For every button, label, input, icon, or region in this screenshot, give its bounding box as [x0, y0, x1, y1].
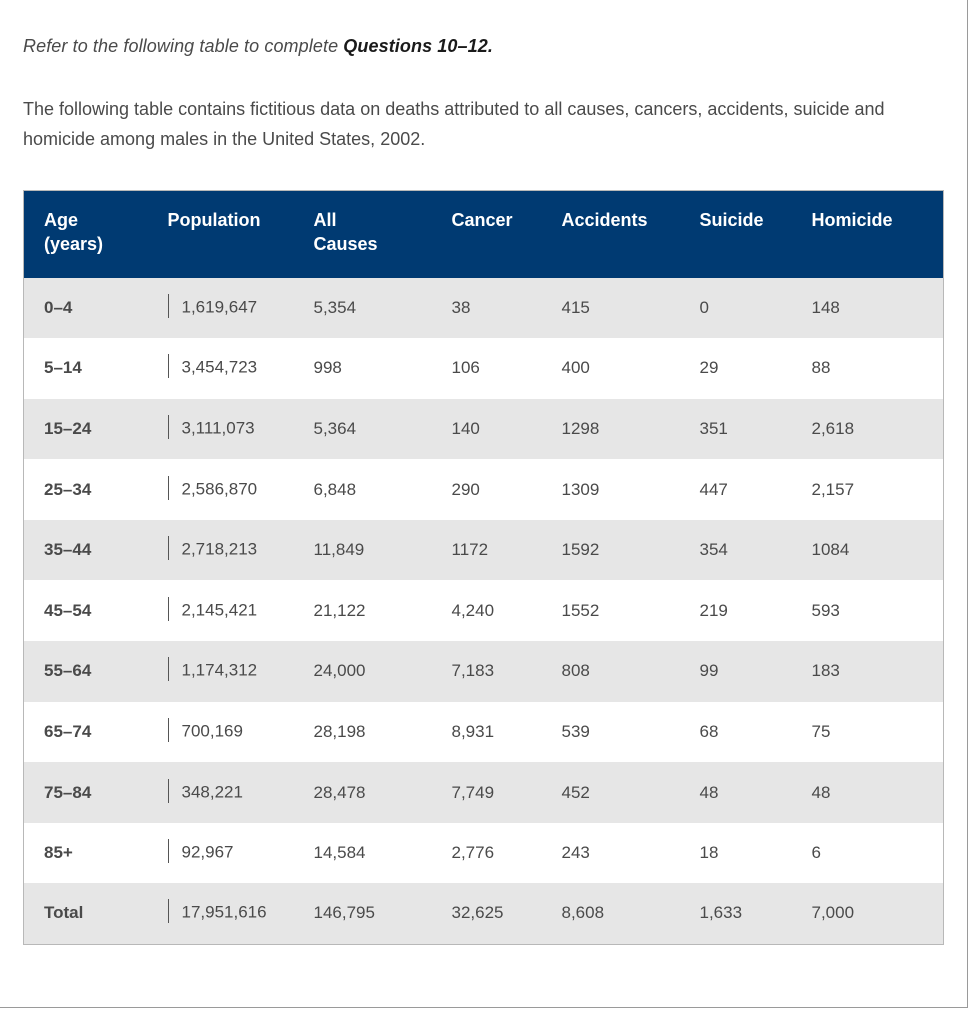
- cell-divider: [168, 839, 169, 863]
- cell-accidents: [562, 399, 700, 460]
- cell-cancer: [452, 580, 562, 641]
- header-population: [168, 191, 314, 278]
- cell-value: 6,848: [313, 479, 357, 499]
- cell-value: 35–44: [44, 540, 92, 560]
- cell-age: [24, 520, 168, 581]
- cell-value: 146,795: [313, 903, 375, 923]
- cell-population: [168, 580, 314, 641]
- cell-divider: [168, 779, 169, 803]
- cell-suicide: [700, 702, 812, 763]
- cell-population: [168, 459, 314, 520]
- cell-homicide: [812, 399, 944, 460]
- intro-prefix: Refer to the following table to complete: [23, 36, 344, 56]
- cell-value: 1,619,647: [181, 297, 258, 317]
- cell-value: 4,240: [451, 600, 495, 620]
- cell-value: 48: [699, 782, 719, 802]
- cell-value: 2,157: [811, 479, 855, 499]
- cell-value: 65–74: [44, 721, 92, 741]
- header-population-line: Population: [167, 210, 261, 230]
- cell-value: 32,625: [451, 903, 504, 923]
- cell-suicide: [700, 580, 812, 641]
- table-row: [24, 580, 944, 641]
- cell-value: 2,145,421: [181, 600, 258, 620]
- cell-value: 5,354: [313, 297, 357, 317]
- cell-cancer: [452, 702, 562, 763]
- cell-cancer: [452, 883, 562, 944]
- cell-value: 7,183: [451, 661, 495, 681]
- cell-value: 1592: [561, 540, 600, 560]
- table-row: [24, 702, 944, 763]
- cell-value: 183: [811, 661, 840, 681]
- cell-value: 354: [699, 540, 728, 560]
- cell-value: 1552: [561, 600, 600, 620]
- cell-suicide: [700, 338, 812, 399]
- cell-homicide: [812, 762, 944, 823]
- table-row: [24, 399, 944, 460]
- cell-value: 106: [451, 358, 480, 378]
- table-row: [24, 641, 944, 702]
- header-accidents-line: Accidents: [561, 210, 648, 230]
- cell-age: [24, 338, 168, 399]
- cell-age: [24, 641, 168, 702]
- table-row: [24, 520, 944, 581]
- cell-value: 351: [699, 418, 728, 438]
- cell-divider: [168, 415, 169, 439]
- header-age: [24, 191, 168, 278]
- cell-population: [168, 823, 314, 884]
- cell-accidents: [562, 580, 700, 641]
- cell-accidents: [562, 883, 700, 944]
- cell-value: 400: [561, 358, 590, 378]
- cell-value: 38: [451, 297, 471, 317]
- cell-cancer: [452, 399, 562, 460]
- cell-homicide: [812, 278, 944, 339]
- cell-suicide: [700, 762, 812, 823]
- cell-value: 219: [699, 600, 728, 620]
- cell-value: 452: [561, 782, 590, 802]
- table-row: [24, 823, 944, 884]
- cell-value: 6: [811, 843, 821, 863]
- header-age-line: Age: [44, 210, 79, 230]
- cell-homicide: [812, 520, 944, 581]
- cell-all-causes: [314, 883, 452, 944]
- cell-accidents: [562, 338, 700, 399]
- cell-value: 29: [699, 358, 719, 378]
- cell-value: 243: [561, 843, 590, 863]
- cell-value: 75: [811, 721, 831, 741]
- cell-value: 48: [811, 782, 831, 802]
- header-suicide: [700, 191, 812, 278]
- cell-population: [168, 338, 314, 399]
- cell-cancer: [452, 520, 562, 581]
- cell-accidents: [562, 520, 700, 581]
- header-row: [24, 191, 944, 278]
- cell-accidents: [562, 823, 700, 884]
- cell-all-causes: [314, 702, 452, 763]
- cell-cancer: [452, 641, 562, 702]
- cell-value: 55–64: [44, 661, 92, 681]
- cell-age: [24, 580, 168, 641]
- cell-value: 0–4: [44, 297, 73, 317]
- cell-age: [24, 278, 168, 339]
- intro-text: [23, 36, 493, 57]
- cell-value: 1172: [451, 540, 489, 560]
- cell-all-causes: [314, 641, 452, 702]
- cell-age: [24, 823, 168, 884]
- cell-homicide: [812, 338, 944, 399]
- cell-value: 2,586,870: [181, 479, 258, 499]
- cell-divider: [168, 899, 169, 923]
- intro-questions: Questions 10–12.: [343, 36, 493, 56]
- cell-value: 1309: [561, 479, 600, 499]
- cell-suicide: [700, 278, 812, 339]
- cell-divider: [168, 476, 169, 500]
- cell-all-causes: [314, 823, 452, 884]
- cell-value: Total: [44, 903, 84, 923]
- cell-homicide: [812, 702, 944, 763]
- cell-value: 700,169: [181, 721, 243, 741]
- cell-value: 7,000: [811, 903, 855, 923]
- header-cancer: [452, 191, 562, 278]
- cell-cancer: [452, 278, 562, 339]
- cell-value: 1298: [561, 418, 600, 438]
- cell-divider: [168, 718, 169, 742]
- cell-value: 1,633: [699, 903, 743, 923]
- header-accidents: [562, 191, 700, 278]
- cell-value: 148: [811, 297, 840, 317]
- cell-value: 415: [561, 297, 590, 317]
- cell-value: 85+: [44, 843, 73, 863]
- cell-all-causes: [314, 459, 452, 520]
- cell-age: [24, 762, 168, 823]
- cell-value: 24,000: [313, 661, 366, 681]
- cell-value: 28,198: [313, 721, 366, 741]
- cell-value: 14,584: [313, 843, 366, 863]
- cell-homicide: [812, 459, 944, 520]
- cell-population: [168, 641, 314, 702]
- cell-value: 15–24: [44, 418, 92, 438]
- cell-population: [168, 520, 314, 581]
- table-description: The following table contains fictitious data on deaths attributed to all causes, cancers, accidents, suicide and homicide among males in the United States, 2002.: [23, 99, 885, 149]
- cell-age: [24, 399, 168, 460]
- cell-divider: [168, 354, 169, 378]
- cell-value: 3,454,723: [181, 357, 258, 377]
- cell-value: 3,111,073: [181, 418, 255, 438]
- cell-suicide: [700, 520, 812, 581]
- cell-value: 593: [811, 600, 840, 620]
- cell-value: 998: [313, 358, 342, 378]
- header-cancer-line: Cancer: [451, 210, 513, 230]
- cell-population: [168, 278, 314, 339]
- cell-cancer: [452, 823, 562, 884]
- cell-all-causes: [314, 580, 452, 641]
- cell-value: 68: [699, 721, 719, 741]
- cell-suicide: [700, 641, 812, 702]
- table-row: [24, 278, 944, 339]
- cell-value: 21,122: [313, 600, 366, 620]
- cell-divider: [168, 597, 169, 621]
- cell-cancer: [452, 762, 562, 823]
- cell-homicide: [812, 580, 944, 641]
- cell-suicide: [700, 823, 812, 884]
- cell-population: [168, 883, 314, 944]
- cell-value: 8,608: [561, 903, 605, 923]
- deaths-table: [23, 190, 944, 945]
- cell-age: [24, 883, 168, 944]
- cell-cancer: [452, 338, 562, 399]
- header-suicide-line: Suicide: [699, 210, 764, 230]
- cell-all-causes: [314, 762, 452, 823]
- table-row: [24, 459, 944, 520]
- cell-value: 2,718,213: [181, 539, 258, 559]
- cell-accidents: [562, 762, 700, 823]
- cell-population: [168, 702, 314, 763]
- cell-homicide: [812, 823, 944, 884]
- cell-value: 2,776: [451, 843, 495, 863]
- table-body: [24, 278, 944, 945]
- cell-value: 17,951,616: [181, 902, 267, 922]
- cell-homicide: [812, 883, 944, 944]
- cell-age: [24, 702, 168, 763]
- cell-value: 7,749: [451, 782, 495, 802]
- cell-value: 0: [699, 297, 709, 317]
- cell-divider: [168, 294, 169, 318]
- cell-value: 45–54: [44, 600, 92, 620]
- cell-value: 2,618: [811, 418, 855, 438]
- cell-suicide: [700, 399, 812, 460]
- cell-value: 140: [451, 418, 480, 438]
- cell-homicide: [812, 641, 944, 702]
- header-all-causes-line: All: [313, 210, 337, 230]
- cell-suicide: [700, 459, 812, 520]
- cell-accidents: [562, 702, 700, 763]
- cell-all-causes: [314, 399, 452, 460]
- cell-value: 539: [561, 721, 590, 741]
- cell-all-causes: [314, 520, 452, 581]
- cell-value: 8,931: [451, 721, 495, 741]
- cell-value: 5–14: [44, 358, 82, 378]
- cell-accidents: [562, 641, 700, 702]
- cell-value: 88: [811, 358, 831, 378]
- header-homicide-line: Homicide: [811, 210, 893, 230]
- cell-value: 75–84: [44, 782, 92, 802]
- table-header: [24, 191, 944, 278]
- cell-age: [24, 459, 168, 520]
- cell-divider: [168, 657, 169, 681]
- cell-value: 25–34: [44, 479, 92, 499]
- header-homicide: [812, 191, 944, 278]
- table-row: [24, 762, 944, 823]
- cell-population: [168, 762, 314, 823]
- table-row: [24, 338, 944, 399]
- cell-value: 99: [699, 661, 719, 681]
- header-all-causes: [314, 191, 452, 278]
- cell-all-causes: [314, 338, 452, 399]
- cell-value: 1084: [811, 540, 850, 560]
- header-all-causes-line: Causes: [313, 234, 378, 254]
- cell-accidents: [562, 278, 700, 339]
- cell-value: 92,967: [181, 842, 234, 862]
- cell-value: 290: [451, 479, 480, 499]
- cell-population: [168, 399, 314, 460]
- cell-value: 18: [699, 843, 719, 863]
- cell-value: 5,364: [313, 418, 357, 438]
- cell-all-causes: [314, 278, 452, 339]
- cell-value: 28,478: [313, 782, 366, 802]
- cell-cancer: [452, 459, 562, 520]
- cell-suicide: [700, 883, 812, 944]
- header-age-line: (years): [44, 234, 104, 254]
- cell-accidents: [562, 459, 700, 520]
- table-row: [24, 883, 944, 944]
- cell-divider: [168, 536, 169, 560]
- cell-value: 447: [699, 479, 728, 499]
- cell-value: 11,849: [313, 540, 365, 560]
- cell-value: 1,174,312: [181, 660, 258, 680]
- cell-value: 348,221: [181, 782, 243, 802]
- cell-value: 808: [561, 661, 590, 681]
